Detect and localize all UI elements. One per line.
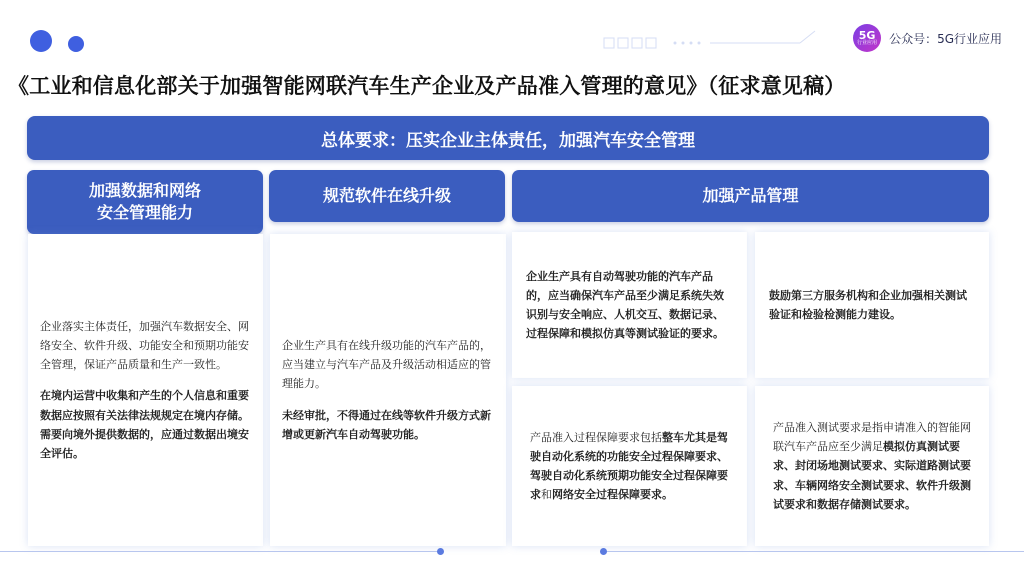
card-text-bold: 整车尤其是驾驶自动化系统的功能安全过程保障要求、驾驶自动化系统预期功能安全过程保障要求 [530,430,728,502]
card-text-normal: 和 [541,488,552,502]
card-paragraph: 企业生产具有在线升级功能的汽车产品的，应当建立与汽车产品及升级活动相适应的管理能力。 [282,338,491,391]
overall-requirement-banner: 总体要求：压实企业主体责任，加强汽车安全管理 [27,116,989,160]
card-text-normal: 产品准入测试要求是指申请准入的智能网联汽车产品应至少满足 [773,420,971,454]
column-header-product-management: 加强产品管理 [512,170,989,222]
card-paragraph-bold: 在境内运营中收集和产生的个人信息和重要数据应按照有关法律法规规定在境内存储。需要向境外提供数据的，应通过数据出境安全评估。 [40,389,249,461]
footer-dot-left [437,548,444,555]
card-autonomous-driving-testing [512,232,747,378]
footer-divider-right [600,551,1024,552]
card-process-assurance [512,386,747,546]
card-paragraph [773,418,971,514]
brand-logo-sub: 行业应用 [857,40,878,46]
decor-circuit-lines [600,26,840,66]
card-paragraph-bold: 企业生产具有自动驾驶功能的汽车产品的，应当确保汽车产品至少满足系统失效识别与安全响应、人机交互、数据记录、过程保障和模拟仿真等测试验证的要求。 [526,269,724,341]
card-software-ota [270,234,506,546]
column-header-software-ota: 规范软件在线升级 [269,170,505,222]
card-paragraph [530,428,729,505]
card-text-normal: 产品准入过程保障要求包括 [530,430,662,444]
card-text-bold: 模拟仿真测试要求、封闭场地测试要求、实际道路测试要求、车辆网络安全测试要求、软件升级测试要求和数据存储测试要求。 [773,440,971,511]
brand-account-text: 公众号：5G行业应用 [889,31,1002,46]
card-data-network-security [28,234,263,546]
card-paragraph: 企业落实主体责任，加强汽车数据安全、网络安全、软件升级、功能安全和预期功能安全管理，保证产品质量和生产一致性。 [40,319,249,372]
decor-dot-large [30,30,52,52]
column-header-line2: 安全管理能力 [96,203,193,222]
brand-header [853,24,1002,52]
footer-dot-right [600,548,607,555]
card-third-party-testing [755,232,989,378]
footer-divider-left [0,551,440,552]
card-text-bold: 网络安全过程保障要求。 [552,488,673,502]
brand-logo [853,24,881,52]
page-title: 《工业和信息化部关于加强智能网联汽车生产企业及产品准入管理的意见》（征求意见稿） [8,74,846,98]
card-access-testing [755,386,989,546]
card-paragraph-bold: 未经审批，不得通过在线等软件升级方式新增或更新汽车自动驾驶功能。 [282,408,491,441]
column-header-line1: 加强数据和网络 [88,181,201,201]
brand-logo-main: 5G [858,29,876,42]
column-header-data-network-security [27,170,263,234]
card-paragraph-bold: 鼓励第三方服务机构和企业加强相关测试验证和检验检测能力建设。 [769,288,967,321]
decor-dot-small [68,36,84,52]
